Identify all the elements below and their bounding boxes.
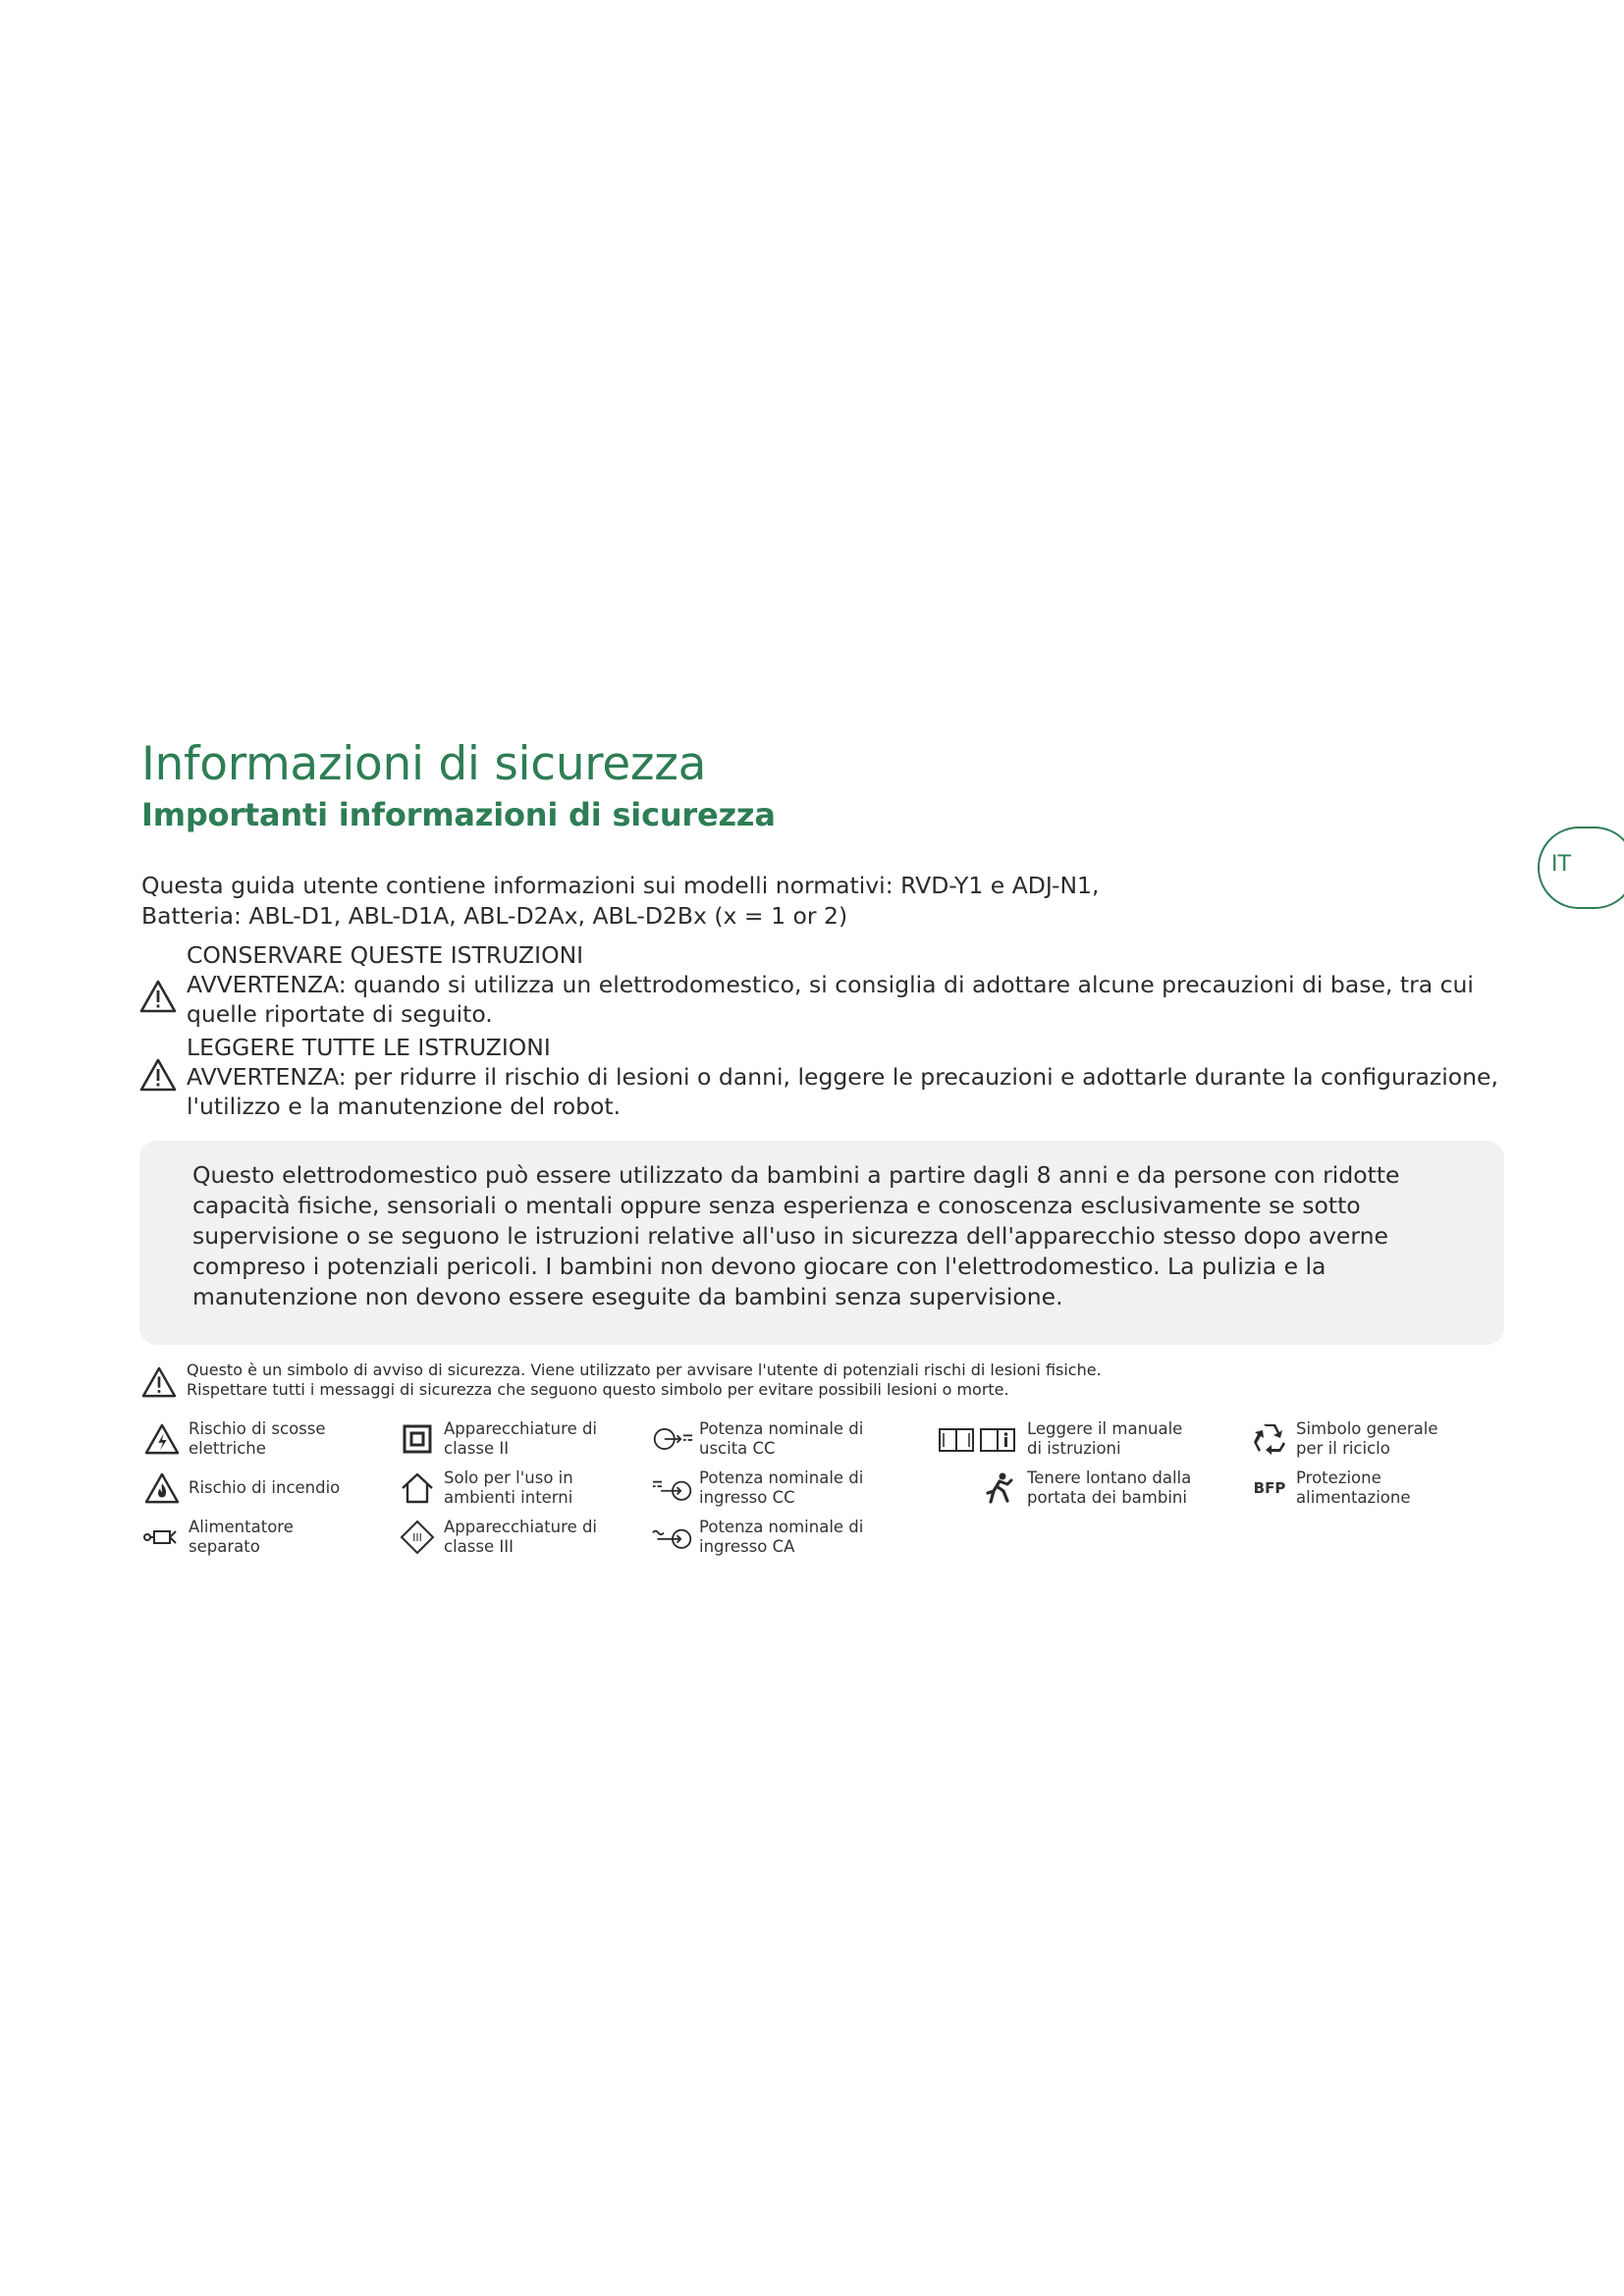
symbol-label: Potenza nominale di ingresso CA xyxy=(699,1518,864,1556)
language-tab-label: IT xyxy=(1551,852,1571,877)
page-subtitle: Importanti informazioni di sicurezza xyxy=(141,796,776,833)
fire-warning-icon xyxy=(141,1468,183,1508)
symbol-label: Simbolo generale per il riciclo xyxy=(1296,1419,1438,1458)
warning-text: AVVERTENZA: per ridurre il rischio di lesioni o danni, leggere le precauzioni e adottarle durante la configurazione, l'utilizzo e la manutenzione del robot. xyxy=(187,1063,1498,1120)
symbol-label: Potenza nominale di uscita CC xyxy=(699,1419,864,1458)
safety-note-line-2: Rispettare tutti i messaggi di sicurezza che seguono questo simbolo per evitare possibili lesioni o morte. xyxy=(187,1380,1009,1399)
dc-input-icon xyxy=(652,1468,693,1508)
notice-box xyxy=(139,1141,1504,1345)
symbol-label: Tenere lontano dalla portata dei bambini xyxy=(1027,1468,1192,1507)
intro-line-models: Questa guida utente contiene informazioni sui modelli normativi: RVD-Y1 e ADJ-N1, xyxy=(141,872,1100,899)
warning-triangle-icon xyxy=(139,1058,177,1092)
warning-triangle-icon xyxy=(139,980,177,1013)
class-iii-equipment-icon xyxy=(397,1518,438,1557)
keep-away-children-icon xyxy=(978,1468,1019,1508)
read-manual-icon xyxy=(937,1419,1021,1459)
symbol-label: Alimentatore separato xyxy=(189,1518,294,1556)
intro-text xyxy=(141,871,1099,932)
intro-line-battery: Batteria: ABL-D1, ABL-D1A, ABL-D2Ax, ABL-D2Bx (x = 1 or 2) xyxy=(141,902,848,930)
recycle-icon xyxy=(1249,1419,1290,1459)
symbol-label: Apparecchiature di classe III xyxy=(444,1518,598,1556)
notice-text: Questo elettrodomestico può essere utilizzato da bambini a partire dagli 8 anni e da persone con ridotte capacità fisiche, sensoriali o mentali oppure senza esperienza e conoscenza esclusivamente se sotto supervisione o se seguono le istruzioni relative all'uso in sicurezza dell'apparecchio stesso dopo averne compreso i potenziali pericoli. I bambini non devono giocare con l'elettrodomestico. La pulizia e la manutenzione non devono essere eseguite da bambini senza supervisione. xyxy=(192,1161,1400,1310)
warning-text: AVVERTENZA: quando si utilizza un elettrodomestico, si consiglia di adottare alcune precauzioni di base, tra cui quelle riportate di seguito. xyxy=(187,971,1474,1028)
class-ii-equipment-icon xyxy=(397,1419,438,1459)
symbol-label: Potenza nominale di ingresso CC xyxy=(699,1468,864,1507)
page-title: Informazioni di sicurezza xyxy=(141,737,707,791)
symbol-label: Solo per l'uso in ambienti interni xyxy=(444,1468,573,1507)
symbol-label: Rischio di scosse elettriche xyxy=(189,1419,326,1458)
ac-input-icon xyxy=(652,1518,693,1557)
svg-text:III: III xyxy=(412,1531,422,1544)
symbol-label: Rischio di incendio xyxy=(189,1478,341,1497)
warning-heading: LEGGERE TUTTE LE ISTRUZIONI xyxy=(187,1034,551,1061)
electric-shock-warning-icon xyxy=(141,1419,183,1459)
indoor-use-icon xyxy=(397,1468,438,1508)
symbol-label: Leggere il manuale di istruzioni xyxy=(1027,1419,1183,1458)
warning-triangle-icon xyxy=(141,1366,177,1398)
warning-heading: CONSERVARE QUESTE ISTRUZIONI xyxy=(187,941,584,969)
symbol-label: Apparecchiature di classe II xyxy=(444,1419,598,1458)
bfp-icon: BFP xyxy=(1253,1479,1286,1497)
symbol-label: Protezione alimentazione xyxy=(1296,1468,1411,1507)
language-tab[interactable] xyxy=(1538,827,1624,909)
separate-power-supply-icon xyxy=(141,1518,183,1557)
dc-output-icon xyxy=(652,1419,693,1459)
safety-note-line-1: Questo è un simbolo di avviso di sicurezza. Viene utilizzato per avvisare l'utente di potenziali rischi di lesioni fisiche. xyxy=(187,1361,1102,1379)
